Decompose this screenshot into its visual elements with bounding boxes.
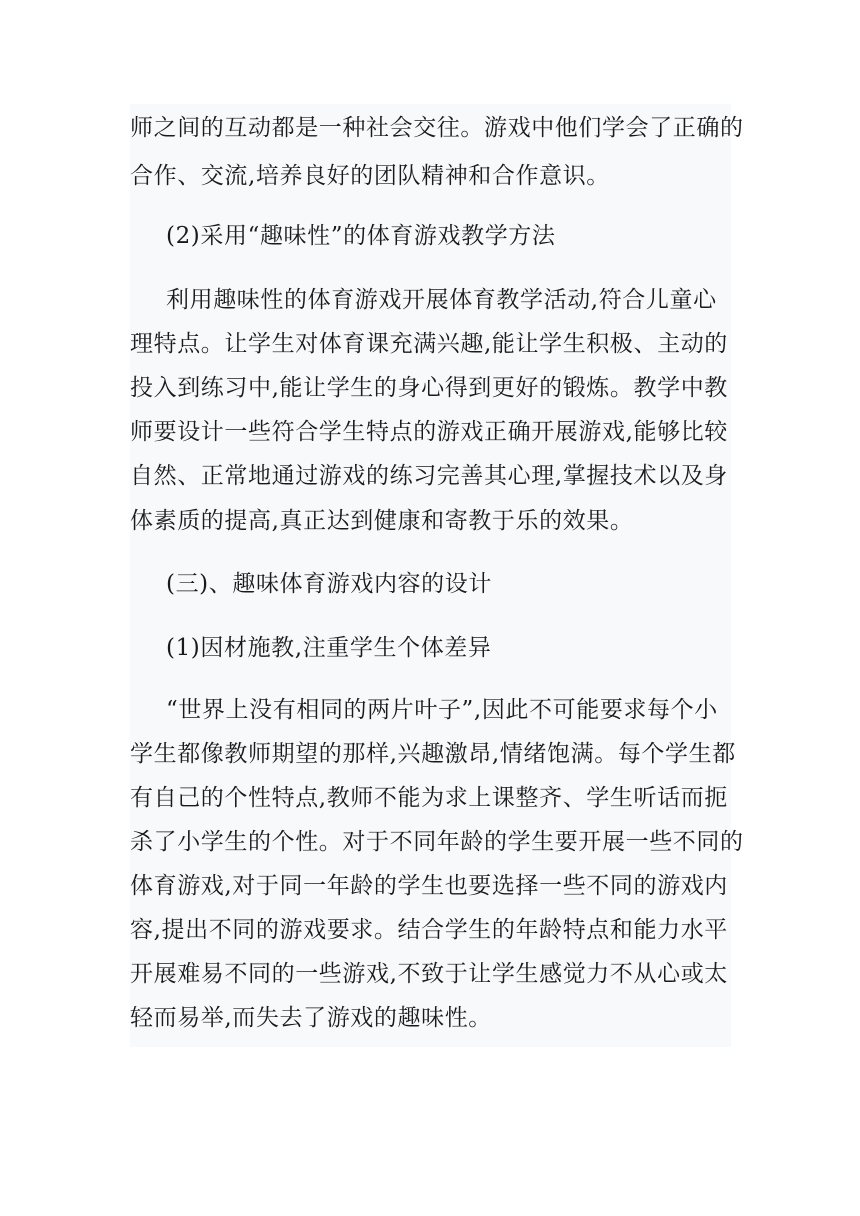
section-heading: (三)、趣味体育游戏内容的设计	[166, 571, 492, 597]
paragraph-line: 容,提出不同的游戏要求。结合学生的年龄特点和能力水平	[130, 917, 728, 943]
paragraph-line: 师要设计一些符合学生特点的游戏正确开展游戏,能够比较	[130, 419, 728, 445]
paragraph-line: 理特点。让学生对体育课充满兴趣,能让学生积极、主动的	[130, 331, 728, 357]
paragraph-line: 体素质的提高,真正达到健康和寄教于乐的效果。	[130, 508, 634, 534]
document-page	[130, 104, 744, 1047]
paragraph-line: 合作、交流,培养良好的团队精神和合作意识。	[130, 163, 610, 189]
paragraph-line: 师之间的互动都是一种社会交往。游戏中他们学会了正确的	[130, 115, 744, 141]
paragraph-line: 杀了小学生的个性。对于不同年龄的学生要开展一些不同的	[130, 829, 744, 855]
paragraph-line: 利用趣味性的体育游戏开展体育教学活动,符合儿童心	[166, 287, 717, 313]
paragraph-line: 体育游戏,对于同一年龄的学生也要选择一些不同的游戏内	[130, 873, 728, 899]
paragraph-line: “世界上没有相同的两片叶子”,因此不可能要求每个小	[166, 697, 718, 723]
section-heading: (1)因材施教,注重学生个体差异	[166, 635, 492, 661]
paragraph-line: 开展难易不同的一些游戏,不致于让学生感觉力不从心或太	[130, 961, 728, 987]
paragraph-line: 学生都像教师期望的那样,兴趣激昂,情绪饱满。每个学生都	[130, 741, 736, 767]
paragraph-line: 轻而易举,而失去了游戏的趣味性。	[130, 1005, 492, 1031]
paragraph-line: 自然、正常地通过游戏的练习完善其心理,掌握技术以及身	[130, 463, 728, 489]
section-heading: (2)采用“趣味性”的体育游戏教学方法	[166, 223, 556, 249]
paragraph-line: 有自己的个性特点,教师不能为求上课整齐、学生听话而扼	[130, 785, 728, 811]
paragraph-line: 投入到练习中,能让学生的身心得到更好的锻炼。教学中教	[130, 375, 728, 401]
